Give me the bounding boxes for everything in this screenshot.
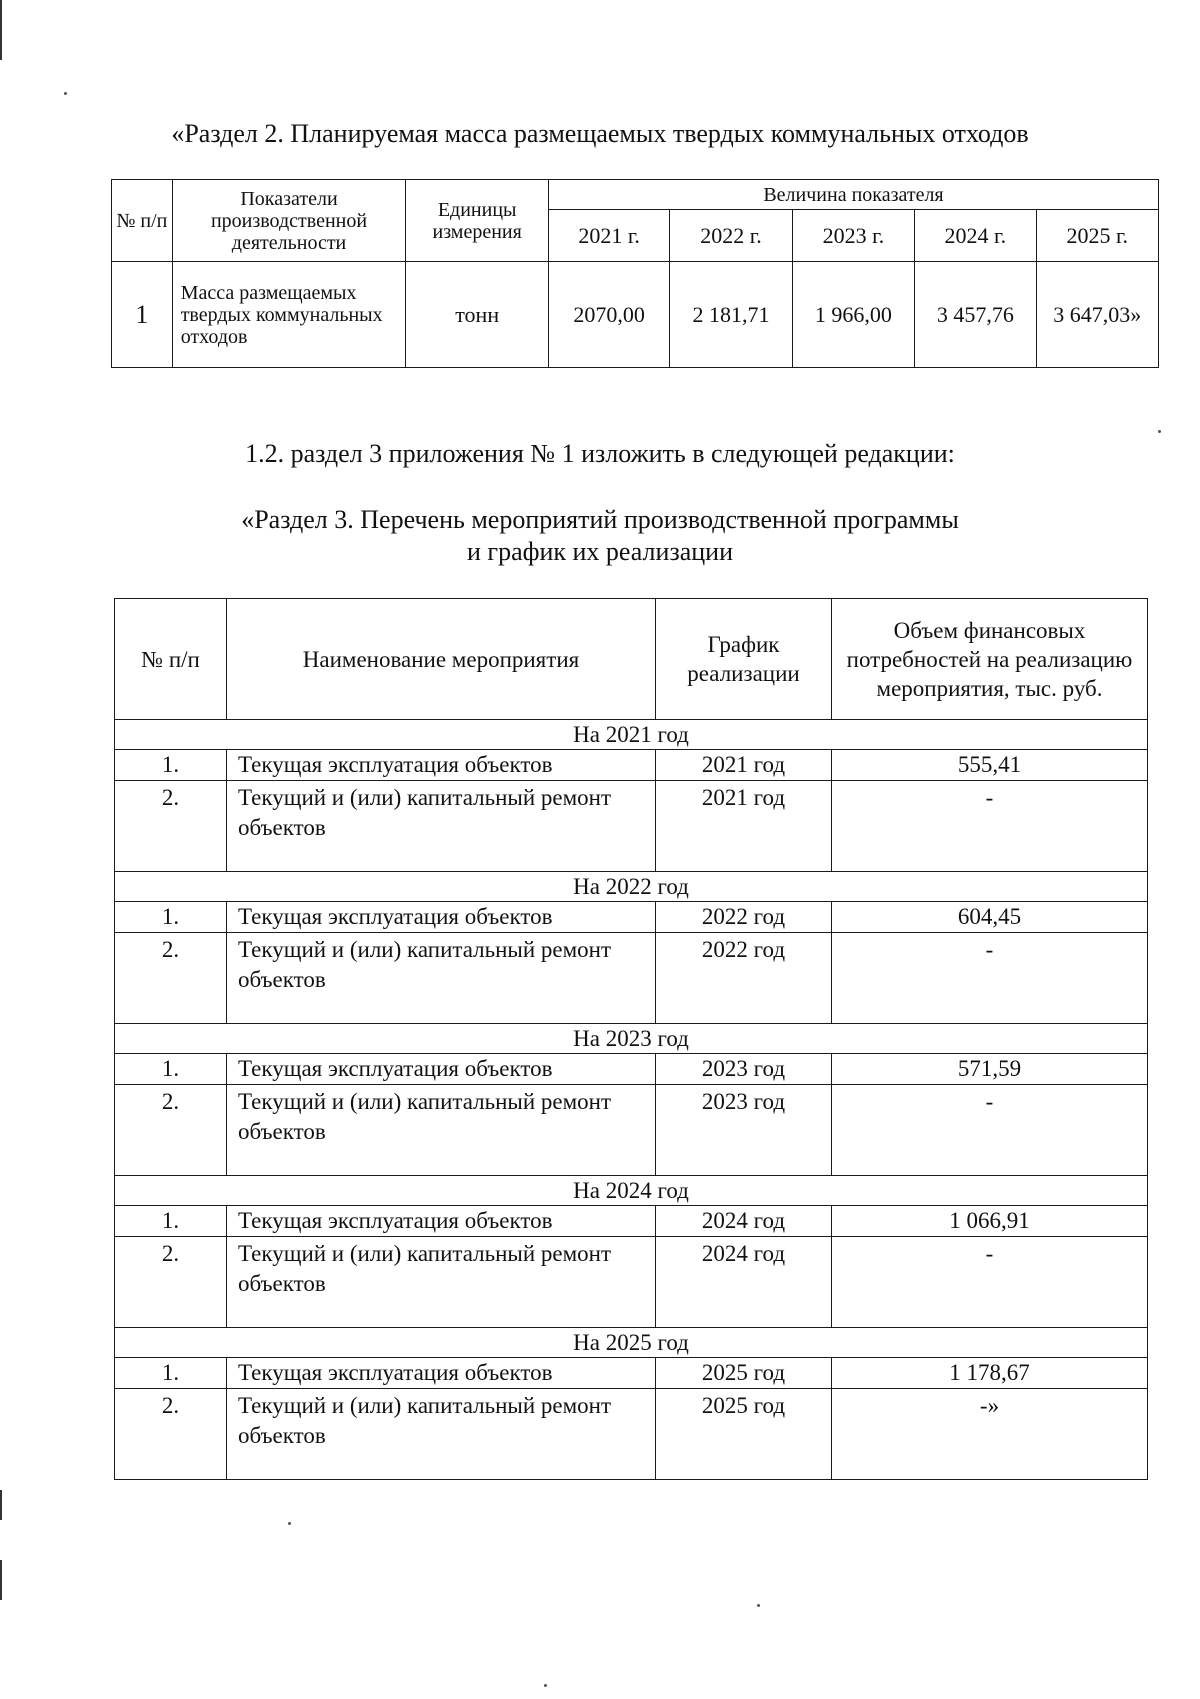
t1-header-year: 2023 г. [792,210,914,262]
row-name: Текущая эксплуатация объектов [227,1206,656,1237]
row-volume: - [832,1237,1148,1328]
year-group-title: На 2024 год [115,1176,1148,1206]
t1-header-year: 2021 г. [548,210,669,262]
row-name: Текущий и (или) капитальный ремонт объектов [227,1085,656,1176]
table-row [115,1358,1148,1389]
row-name: Текущая эксплуатация объектов [227,902,656,933]
year-group-title: На 2023 год [115,1024,1148,1054]
row-schedule: 2022 год [656,933,832,1024]
year-group-row [115,720,1148,750]
t1-header-indicator: Показатели производственной деятельности [172,180,406,262]
t1-header-year: 2025 г. [1036,210,1159,262]
row-num: 1. [115,902,227,933]
year-group-title: На 2025 год [115,1328,1148,1358]
table-row [115,1085,1148,1176]
table-row [115,750,1148,781]
planned-mass-table [111,179,1159,368]
row-schedule: 2023 год [656,1054,832,1085]
t1-row-value: 2070,00 [548,262,669,368]
instruction-text: 1.2. раздел 3 приложения № 1 изложить в следующей редакции: [245,439,955,468]
table-row [115,933,1148,1024]
row-num: 2. [115,1237,227,1328]
scan-speck [1158,430,1161,433]
t2-header-volume: Объем финансовых потребностей на реализацию мероприятия, тыс. руб. [832,599,1148,720]
t1-row-value: 3 647,03» [1036,262,1159,368]
row-name: Текущий и (или) капитальный ремонт объектов [227,1237,656,1328]
scan-edge-mark [0,1490,2,1520]
row-name: Текущая эксплуатация объектов [227,1054,656,1085]
table-row [115,1206,1148,1237]
t2-header-num: № п/п [115,599,227,720]
row-num: 2. [115,1389,227,1480]
row-schedule: 2025 год [656,1389,832,1480]
row-schedule: 2021 год [656,781,832,872]
row-schedule: 2024 год [656,1237,832,1328]
table-row [115,1389,1148,1480]
section2-title: «Раздел 2. Планируемая масса размещаемых твердых коммунальных отходов [171,119,1029,148]
row-volume: 555,41 [832,750,1148,781]
t1-row-value: 3 457,76 [915,262,1036,368]
row-num: 2. [115,781,227,872]
row-volume: -» [832,1389,1148,1480]
t1-row-num: 1 [112,262,173,368]
t2-header-name: Наименование мероприятия [227,599,656,720]
row-num: 1. [115,750,227,781]
t1-header-num: № п/п [112,180,173,262]
scan-edge-mark [0,0,2,60]
row-name: Текущий и (или) капитальный ремонт объектов [227,1389,656,1480]
year-group-row [115,1176,1148,1206]
t2-header-schedule: График реализации [656,599,832,720]
t1-row-value: 1 966,00 [792,262,914,368]
row-schedule: 2024 год [656,1206,832,1237]
row-name: Текущий и (или) капитальный ремонт объектов [227,781,656,872]
table-row [115,781,1148,872]
row-volume: 1 178,67 [832,1358,1148,1389]
row-volume: 1 066,91 [832,1206,1148,1237]
year-group-row [115,872,1148,902]
row-schedule: 2021 год [656,750,832,781]
row-volume: - [832,781,1148,872]
table-row [112,262,1159,368]
row-schedule: 2025 год [656,1358,832,1389]
scan-speck [288,1522,291,1525]
t1-header-year: 2024 г. [915,210,1036,262]
row-num: 1. [115,1054,227,1085]
row-num: 1. [115,1206,227,1237]
row-name: Текущий и (или) капитальный ремонт объектов [227,933,656,1024]
year-group-row [115,1024,1148,1054]
row-num: 2. [115,933,227,1024]
activities-table [114,598,1148,1480]
year-group-title: На 2022 год [115,872,1148,902]
section3-title-line2: и график их реализации [467,537,733,566]
row-name: Текущая эксплуатация объектов [227,1358,656,1389]
row-volume: - [832,933,1148,1024]
year-group-row [115,1328,1148,1358]
t1-row-value: 2 181,71 [670,262,792,368]
row-num: 1. [115,1358,227,1389]
row-name: Текущая эксплуатация объектов [227,750,656,781]
row-volume: 604,45 [832,902,1148,933]
scan-speck [544,1684,547,1687]
table-row [115,1237,1148,1328]
section3-title-line1: «Раздел 3. Перечень мероприятий производственной программы [241,505,959,534]
t1-row-units: тонн [406,262,549,368]
scan-speck [757,1604,760,1607]
row-schedule: 2022 год [656,902,832,933]
scan-edge-mark [0,1560,2,1600]
year-group-title: На 2021 год [115,720,1148,750]
row-num: 2. [115,1085,227,1176]
t1-header-year: 2022 г. [670,210,792,262]
t1-row-indicator: Масса размещаемых твердых коммунальных отходов [172,262,406,368]
scan-speck [64,92,67,95]
row-volume: 571,59 [832,1054,1148,1085]
t1-header-units: Единицы измерения [406,180,549,262]
table-row [115,1054,1148,1085]
row-schedule: 2023 год [656,1085,832,1176]
t1-header-value-group: Величина показателя [548,180,1158,210]
table-row [115,902,1148,933]
row-volume: - [832,1085,1148,1176]
